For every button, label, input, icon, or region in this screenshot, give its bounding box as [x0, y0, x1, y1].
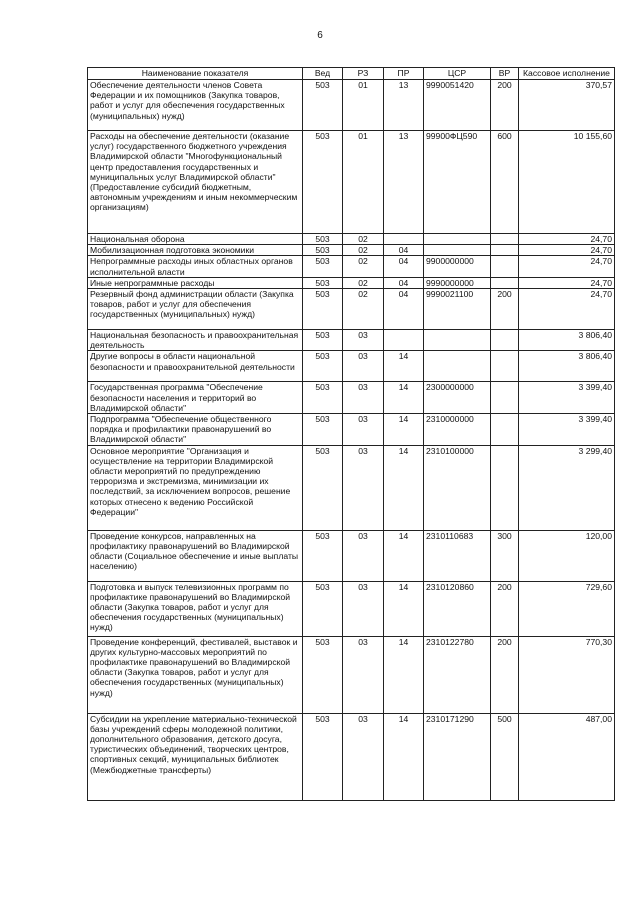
cell-csr: 2310100000	[424, 445, 491, 530]
table-row	[88, 351, 615, 382]
cell-sum: 3 806,40	[519, 351, 615, 382]
cell-sum: 770,30	[519, 636, 615, 713]
cell-rz: 02	[343, 245, 384, 256]
cell-sum: 370,57	[519, 80, 615, 131]
cell-vr	[491, 414, 519, 446]
table-row	[88, 414, 615, 446]
cell-name: Подпрограмма "Обеспечение общественного порядка и профилактики правонарушений во Владимирской области"	[88, 414, 303, 446]
cell-name: Обеспечение деятельности членов Совета Федерации и их помощников (Закупка товаров, работ и услуг для обеспечения государственных (муниципальных) нужд)	[88, 80, 303, 131]
cell-pr: 14	[384, 636, 424, 713]
table-row	[88, 277, 615, 288]
cell-name: Расходы на обеспечение деятельности (оказание услуг) государственного бюджетного учреждения Владимирской области "Многофункциональный центр предоставления государственных и муниципальных услуг Владимирской области" (Предоставление субсидий бюджетным, автономным учреждениям и иным некоммерческим организациям)	[88, 131, 303, 234]
cell-sum: 10 155,60	[519, 131, 615, 234]
cell-rz: 03	[343, 636, 384, 713]
cell-pr: 04	[384, 277, 424, 288]
cell-csr	[424, 245, 491, 256]
table-row	[88, 330, 615, 351]
cell-ved: 503	[303, 131, 343, 234]
cell-sum: 3 399,40	[519, 414, 615, 446]
header-ved: Вед	[303, 68, 343, 80]
cell-ved: 503	[303, 277, 343, 288]
cell-vr: 600	[491, 131, 519, 234]
cell-name: Мобилизационная подготовка экономики	[88, 245, 303, 256]
cell-ved: 503	[303, 382, 343, 414]
cell-name: Резервный фонд администрации области (Закупка товаров, работ и услуг для обеспечения государственных (муниципальных) нужд)	[88, 289, 303, 330]
header-csr: ЦСР	[424, 68, 491, 80]
cell-sum: 24,70	[519, 256, 615, 277]
cell-vr	[491, 234, 519, 245]
cell-ved: 503	[303, 581, 343, 636]
table-row	[88, 530, 615, 581]
table-row	[88, 131, 615, 234]
cell-name: Национальная оборона	[88, 234, 303, 245]
cell-vr: 200	[491, 289, 519, 330]
cell-pr: 04	[384, 245, 424, 256]
cell-csr: 2310122780	[424, 636, 491, 713]
cell-csr: 9990000000	[424, 277, 491, 288]
cell-vr: 200	[491, 80, 519, 131]
cell-rz: 03	[343, 713, 384, 800]
cell-ved: 503	[303, 234, 343, 245]
cell-sum: 3 299,40	[519, 445, 615, 530]
cell-rz: 03	[343, 351, 384, 382]
cell-rz: 03	[343, 530, 384, 581]
cell-rz: 02	[343, 289, 384, 330]
table-row	[88, 581, 615, 636]
cell-name: Подготовка и выпуск телевизионных программ по профилактике правонарушений во Владимирской области (Закупка товаров, работ и услуг для обеспечения государственных (муниципальных) нужд)	[88, 581, 303, 636]
cell-pr: 13	[384, 80, 424, 131]
header-name: Наименование показателя	[88, 68, 303, 80]
cell-pr: 13	[384, 131, 424, 234]
cell-ved: 503	[303, 414, 343, 446]
cell-rz: 03	[343, 382, 384, 414]
cell-sum: 24,70	[519, 277, 615, 288]
cell-sum: 729,60	[519, 581, 615, 636]
cell-vr	[491, 382, 519, 414]
cell-rz: 02	[343, 234, 384, 245]
cell-name: Проведение конференций, фестивалей, выставок и других культурно-массовых мероприятий по профилактике правонарушений во Владимирской области (Закупка товаров, работ и услуг для обеспечения государственных (муниципальных) нужд)	[88, 636, 303, 713]
cell-csr: 9900000000	[424, 256, 491, 277]
table-row	[88, 245, 615, 256]
table-row	[88, 234, 615, 245]
table-row	[88, 713, 615, 800]
cell-rz: 03	[343, 445, 384, 530]
table-row	[88, 445, 615, 530]
cell-csr: 99900ФЦ590	[424, 131, 491, 234]
cell-vr: 500	[491, 713, 519, 800]
cell-csr: 2310110683	[424, 530, 491, 581]
cell-name: Проведение конкурсов, направленных на профилактику правонарушений во Владимирской области (Социальное обеспечение и иные выплаты населению)	[88, 530, 303, 581]
header-sum: Кассовое исполнение	[519, 68, 615, 80]
budget-execution-table	[87, 67, 615, 801]
cell-sum: 3 806,40	[519, 330, 615, 351]
cell-name: Иные непрограммные расходы	[88, 277, 303, 288]
cell-sum: 24,70	[519, 234, 615, 245]
cell-name: Основное мероприятие "Организация и осуществление на территории Владимирской области мероприятий по предупреждению терроризма и экстремизма, минимизации их последствий, за исключением вопросов, решение которых отнесено к ведению Российской Федерации"	[88, 445, 303, 530]
cell-pr: 14	[384, 530, 424, 581]
cell-rz: 03	[343, 581, 384, 636]
cell-ved: 503	[303, 289, 343, 330]
table-row	[88, 382, 615, 414]
cell-ved: 503	[303, 713, 343, 800]
cell-name: Субсидии на укрепление материально-технической базы учреждений сферы молодежной политики, дополнительного образования, детского досуга, туристических объединений, творческих центров, спортивных секций, муниципальных библиотек (Межбюджетные трансферты)	[88, 713, 303, 800]
cell-rz: 03	[343, 330, 384, 351]
header-rz: РЗ	[343, 68, 384, 80]
cell-vr	[491, 277, 519, 288]
cell-rz: 01	[343, 131, 384, 234]
table-row	[88, 289, 615, 330]
cell-vr: 200	[491, 581, 519, 636]
cell-rz: 02	[343, 256, 384, 277]
cell-csr	[424, 351, 491, 382]
cell-pr: 14	[384, 351, 424, 382]
cell-vr	[491, 351, 519, 382]
cell-csr: 2310120860	[424, 581, 491, 636]
cell-sum: 24,70	[519, 245, 615, 256]
cell-pr: 04	[384, 289, 424, 330]
cell-name: Национальная безопасность и правоохранительная деятельность	[88, 330, 303, 351]
cell-name: Государственная программа "Обеспечение безопасности населения и территорий во Владимирской области"	[88, 382, 303, 414]
page-number: 6	[317, 30, 323, 41]
cell-vr: 300	[491, 530, 519, 581]
header-vr: ВР	[491, 68, 519, 80]
cell-rz: 01	[343, 80, 384, 131]
cell-csr: 9990021100	[424, 289, 491, 330]
table-header-row	[88, 68, 615, 80]
cell-pr	[384, 234, 424, 245]
cell-pr: 14	[384, 382, 424, 414]
header-pr: ПР	[384, 68, 424, 80]
cell-pr: 14	[384, 581, 424, 636]
cell-csr	[424, 234, 491, 245]
cell-vr	[491, 245, 519, 256]
cell-csr: 2310000000	[424, 414, 491, 446]
cell-ved: 503	[303, 245, 343, 256]
cell-csr: 2310171290	[424, 713, 491, 800]
cell-rz: 02	[343, 277, 384, 288]
cell-sum: 120,00	[519, 530, 615, 581]
table-row	[88, 636, 615, 713]
cell-name: Непрограммные расходы иных областных органов исполнительной власти	[88, 256, 303, 277]
cell-vr	[491, 445, 519, 530]
cell-ved: 503	[303, 80, 343, 131]
cell-rz: 03	[343, 414, 384, 446]
cell-pr	[384, 330, 424, 351]
cell-ved: 503	[303, 530, 343, 581]
cell-csr: 2300000000	[424, 382, 491, 414]
cell-pr: 14	[384, 445, 424, 530]
cell-pr: 14	[384, 713, 424, 800]
cell-sum: 487,00	[519, 713, 615, 800]
cell-name: Другие вопросы в области национальной безопасности и правоохранительной деятельности	[88, 351, 303, 382]
cell-ved: 503	[303, 636, 343, 713]
cell-ved: 503	[303, 330, 343, 351]
cell-vr	[491, 256, 519, 277]
table-row	[88, 256, 615, 277]
cell-ved: 503	[303, 351, 343, 382]
cell-pr: 04	[384, 256, 424, 277]
cell-sum: 3 399,40	[519, 382, 615, 414]
cell-pr: 14	[384, 414, 424, 446]
table-row	[88, 80, 615, 131]
cell-vr: 200	[491, 636, 519, 713]
cell-sum: 24,70	[519, 289, 615, 330]
cell-csr: 9990051420	[424, 80, 491, 131]
cell-vr	[491, 330, 519, 351]
cell-ved: 503	[303, 256, 343, 277]
cell-ved: 503	[303, 445, 343, 530]
cell-csr	[424, 330, 491, 351]
